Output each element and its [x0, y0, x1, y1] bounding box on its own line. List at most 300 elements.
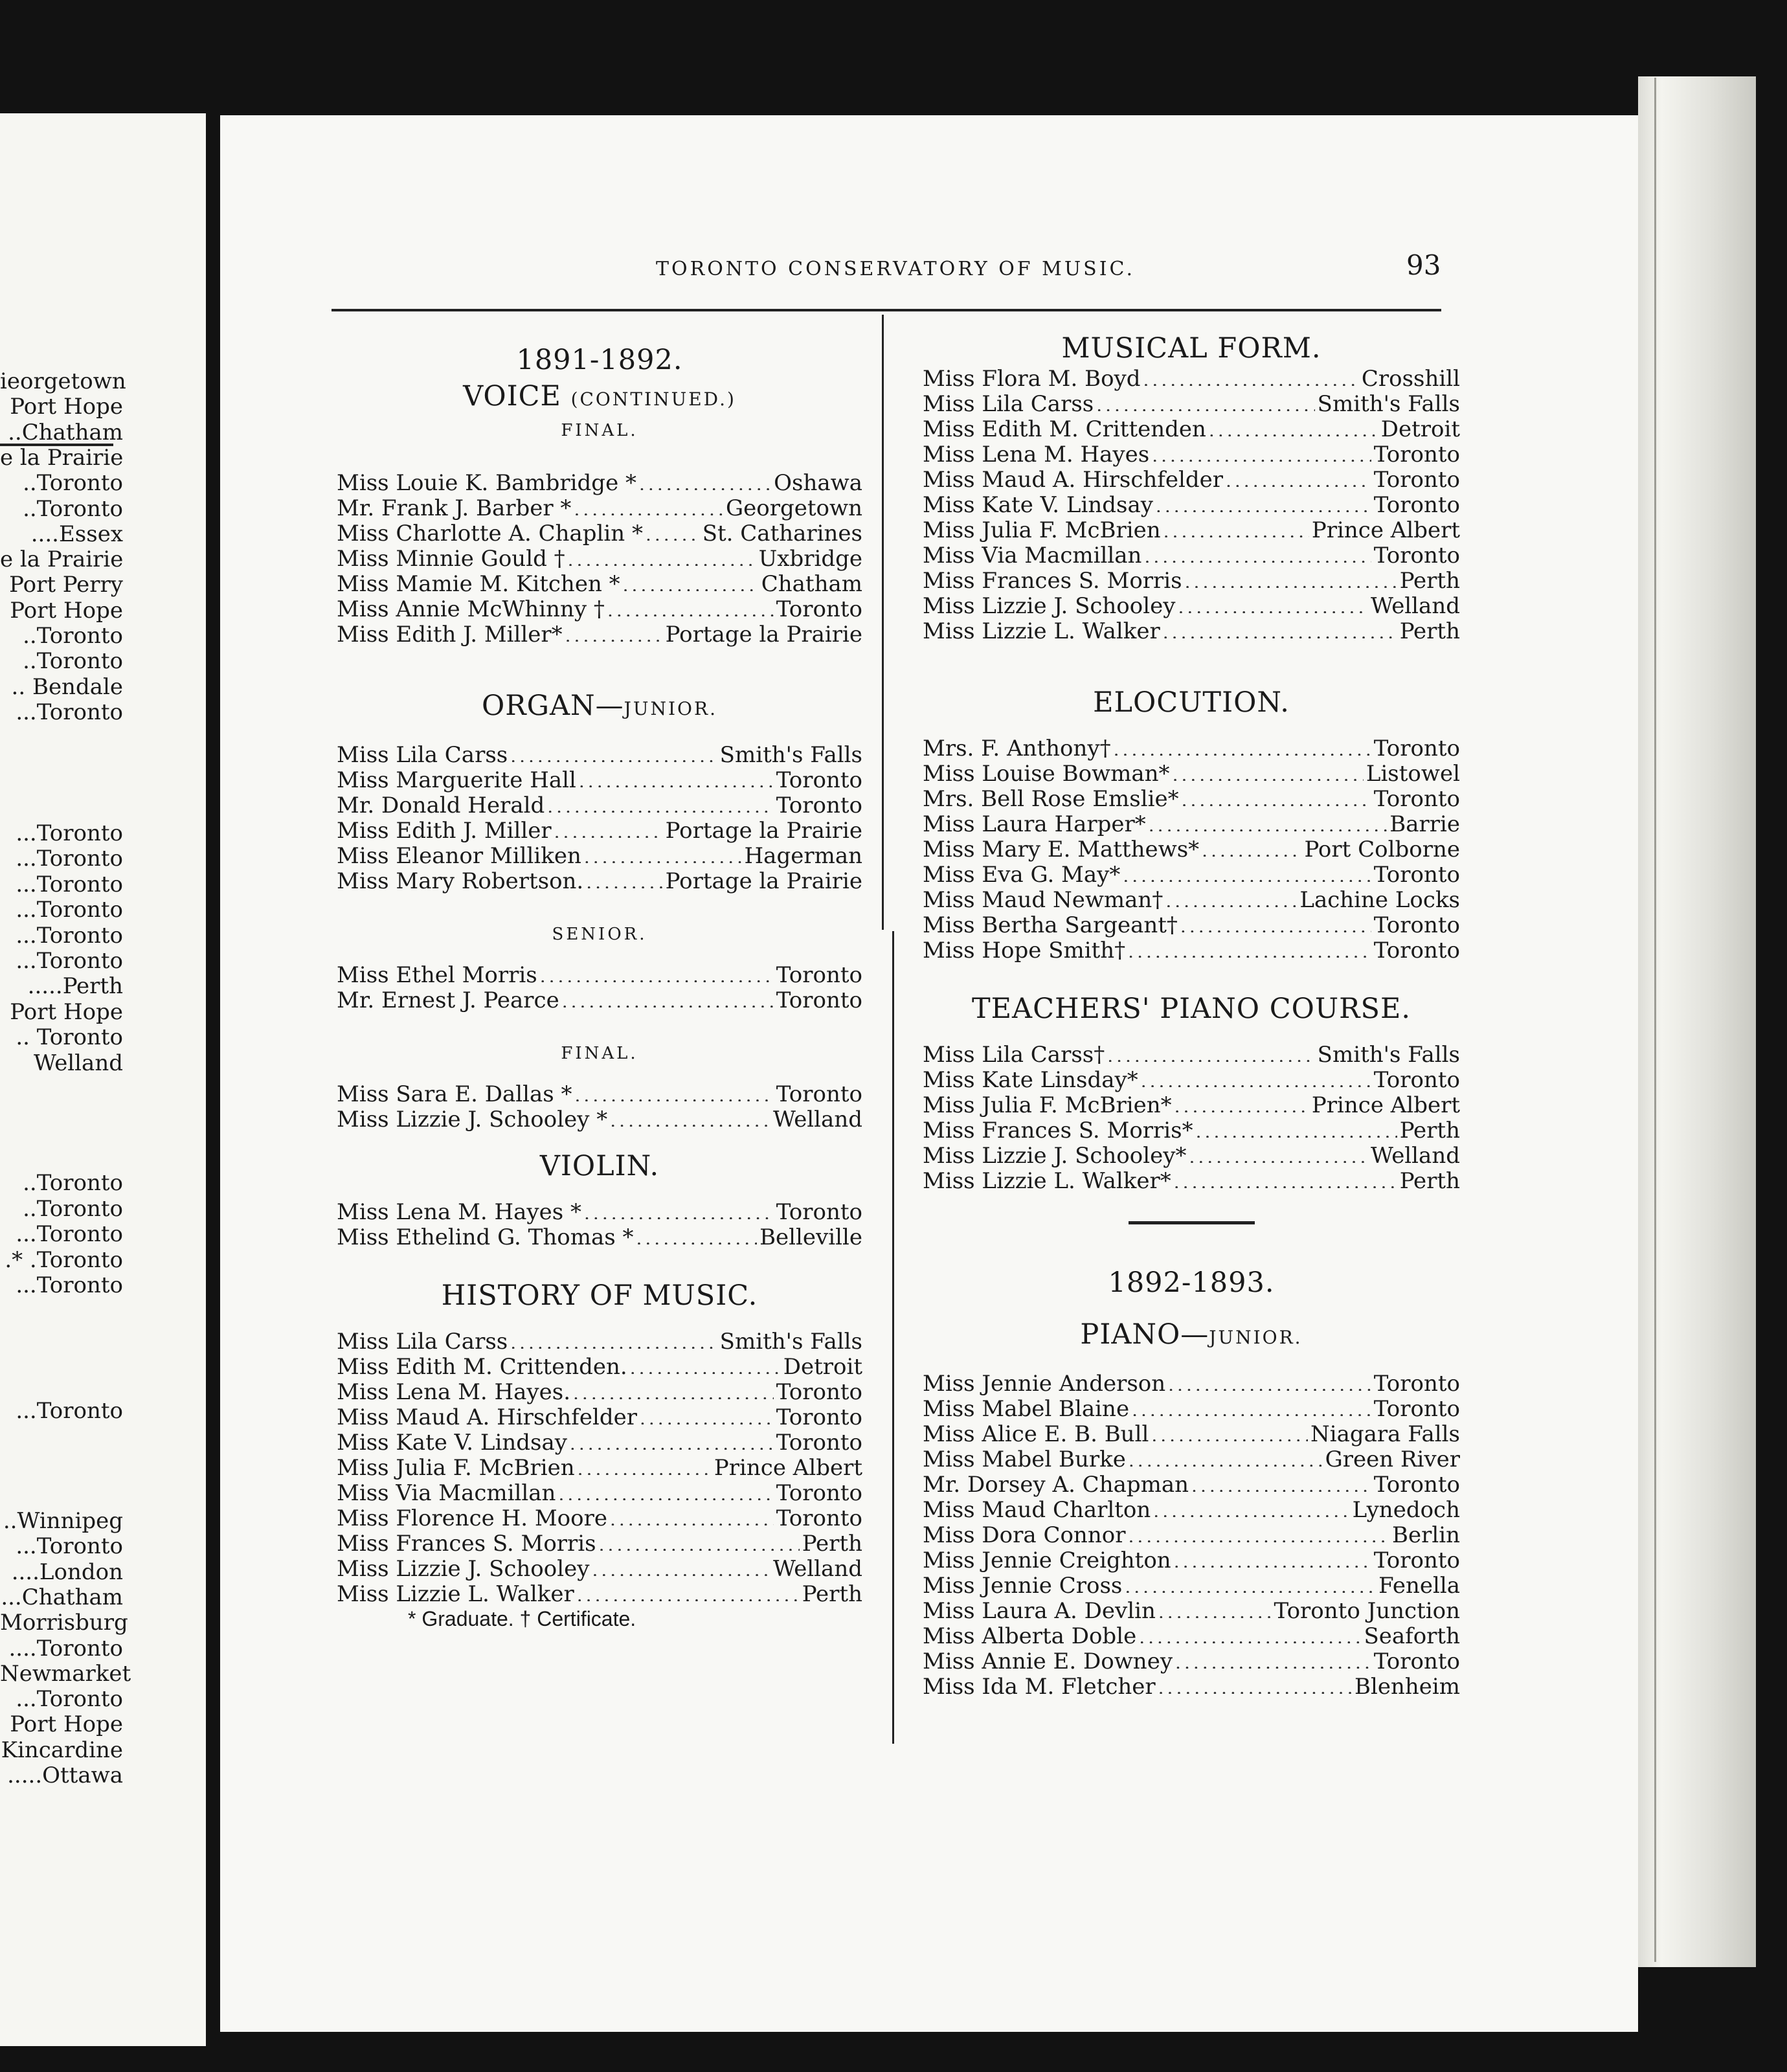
violin-list	[337, 1200, 862, 1250]
entry-place: Toronto	[776, 1480, 862, 1506]
entry-place: Georgetown	[725, 495, 862, 521]
list-item	[923, 761, 1460, 787]
leader-dots	[1178, 600, 1368, 613]
left-page-text: ...Toronto	[16, 922, 123, 949]
entry-place: Toronto	[1373, 442, 1460, 467]
left-page-fragment	[0, 113, 206, 2046]
entry-name: Miss Edith J. Miller*	[337, 622, 563, 648]
page-number: 93	[1406, 249, 1441, 281]
entry-name: Miss Lizzie J. Schooley	[923, 593, 1176, 619]
entry-name: Miss Ida M. Fletcher	[923, 1674, 1156, 1700]
list-item	[923, 493, 1460, 518]
entry-place: Chatham	[761, 571, 862, 597]
left-page-text: Port Hope	[10, 597, 123, 624]
violin-heading: VIOLIN.	[539, 1150, 660, 1182]
list-item	[337, 793, 862, 818]
entry-place: Toronto	[1373, 492, 1460, 518]
list-item	[923, 1498, 1460, 1523]
entry-name: Miss Maud A. Hirschfelder	[337, 1404, 637, 1430]
entry-place: Seaforth	[1364, 1623, 1460, 1649]
entry-place: Hagerman	[744, 843, 862, 869]
voice-heading: VOICE (CONTINUED.)	[463, 380, 736, 412]
entry-place: Detroit	[1380, 416, 1460, 442]
leader-dots	[554, 825, 663, 838]
entry-name: Miss Laura A. Devlin	[923, 1598, 1156, 1624]
entry-name: Miss Bertha Sargeant†	[923, 912, 1178, 938]
entry-place: Toronto	[1373, 912, 1460, 938]
left-page-text: Port Perry	[9, 572, 123, 598]
list-item	[923, 543, 1460, 569]
list-item	[337, 1405, 862, 1430]
list-item	[337, 869, 862, 894]
list-item	[337, 597, 862, 622]
leader-dots	[1158, 1605, 1272, 1618]
leader-dots	[1163, 524, 1309, 537]
leader-dots	[1153, 1504, 1349, 1517]
list-item	[337, 1557, 862, 1582]
list-item	[337, 743, 862, 768]
left-page-text: ...Toronto	[16, 897, 123, 923]
entry-place: Smith's Falls	[1317, 391, 1460, 417]
entry-place: Toronto	[1373, 467, 1460, 493]
list-item	[337, 1456, 862, 1481]
leader-dots	[510, 749, 717, 762]
list-item	[337, 844, 862, 869]
leader-dots	[577, 1588, 800, 1601]
entry-place: Toronto	[1373, 1396, 1460, 1422]
left-page-text: Port Hope	[10, 998, 123, 1025]
entry-name: Miss Frances S. Morris	[923, 568, 1182, 594]
left-page-text: ..Toronto	[23, 623, 123, 649]
leader-dots	[1174, 1175, 1397, 1188]
left-page-text: ..Chatham	[8, 419, 123, 445]
leader-dots	[630, 1361, 781, 1374]
list-item	[337, 1531, 862, 1557]
leader-dots	[640, 1412, 774, 1424]
entry-place: Portage la Prairie	[665, 868, 862, 894]
leader-dots	[579, 774, 774, 787]
left-page-text: .* .Toronto	[5, 1246, 123, 1273]
leader-dots	[562, 995, 774, 1008]
entry-name: Miss Annie E. Downey	[923, 1649, 1173, 1674]
left-page-text: Newmarket	[0, 1660, 131, 1687]
leader-dots	[510, 1336, 717, 1349]
left-page-text: ...Toronto	[16, 820, 123, 846]
entry-name: Miss Maud Charlton	[923, 1497, 1151, 1523]
leader-dots	[599, 1538, 800, 1551]
list-item	[923, 1042, 1460, 1068]
entry-place: Perth	[1399, 618, 1460, 644]
entry-name: Miss Lizzie L. Walker	[337, 1581, 574, 1607]
left-page-text: Port Hope	[10, 394, 123, 420]
entry-place: Toronto	[776, 1404, 862, 1430]
entry-name: Miss Ethelind G. Thomas *	[337, 1224, 634, 1250]
entry-place: Listowel	[1366, 761, 1460, 787]
entry-place: Toronto	[776, 987, 862, 1013]
list-item	[337, 818, 862, 844]
list-item	[923, 1573, 1460, 1599]
entry-name: Miss Jennie Anderson	[923, 1371, 1166, 1397]
list-item	[923, 1674, 1460, 1700]
entry-name: Miss Lizzie L. Walker*	[923, 1168, 1171, 1194]
entry-place: Portage la Prairie	[665, 818, 862, 844]
list-item	[337, 1107, 862, 1132]
list-item	[923, 594, 1460, 619]
entry-name: Mr. Ernest J. Pearce	[337, 987, 559, 1013]
entry-name: Miss Laura Harper*	[923, 811, 1146, 837]
entry-name: Miss Mary E. Matthews*	[923, 837, 1200, 862]
entry-name: Miss Julia F. McBrien	[337, 1455, 575, 1481]
leader-dots	[586, 875, 662, 888]
leader-dots	[1114, 743, 1371, 756]
column-divider-lower	[892, 931, 894, 1744]
list-item	[337, 1481, 862, 1506]
entry-name: Miss Hope Smith†	[923, 938, 1126, 963]
piano-junior-list	[923, 1371, 1460, 1700]
left-page-text: ...Toronto	[16, 1533, 123, 1560]
entry-place: Toronto	[1373, 1472, 1460, 1498]
entry-place: Toronto	[776, 1379, 862, 1405]
leader-dots	[1149, 818, 1387, 831]
list-item	[337, 1380, 862, 1405]
leader-dots	[1151, 1428, 1308, 1441]
entry-place: Prince Albert	[714, 1455, 862, 1481]
list-item	[923, 787, 1460, 812]
entry-name: Miss Lila Carss	[337, 742, 508, 768]
leader-dots	[1174, 1099, 1309, 1112]
entry-place: Perth	[802, 1531, 862, 1557]
leader-dots	[1168, 1378, 1371, 1391]
list-item	[337, 546, 862, 572]
entry-place: Perth	[1399, 1118, 1460, 1143]
left-page-text: ....London	[11, 1559, 123, 1585]
leader-dots	[1174, 1555, 1371, 1568]
list-item	[923, 1649, 1460, 1674]
list-item	[337, 1355, 862, 1380]
entry-place: Toronto	[776, 596, 862, 622]
leader-dots	[1125, 1580, 1376, 1593]
left-page-text: .....Perth	[27, 973, 123, 1000]
list-item	[337, 963, 862, 988]
entry-name: Miss Lizzie L. Walker	[923, 618, 1160, 644]
entry-place: Uxbridge	[758, 546, 862, 572]
list-item	[337, 572, 862, 597]
entry-name: Miss Lena M. Hayes.	[337, 1379, 571, 1405]
list-item	[923, 1093, 1460, 1118]
entry-place: Toronto	[776, 1430, 862, 1456]
right-column	[923, 330, 1460, 1700]
leader-dots	[575, 1088, 774, 1101]
entry-place: Toronto Junction	[1274, 1598, 1460, 1624]
entry-place: Berlin	[1391, 1522, 1460, 1548]
entry-place: Smith's Falls	[1317, 1042, 1460, 1068]
list-item	[923, 913, 1460, 938]
entry-name: Miss Via Macmillan	[923, 543, 1142, 569]
entry-place: Oshawa	[774, 470, 862, 496]
voice-final-list	[337, 471, 862, 648]
leader-dots	[1132, 1403, 1371, 1416]
year-heading-2: 1892-1893.	[1108, 1267, 1275, 1299]
leader-dots	[574, 502, 723, 515]
list-item	[923, 569, 1460, 594]
left-page-text: Welland	[34, 1050, 123, 1076]
entry-name: Miss Flora M. Boyd	[923, 366, 1141, 392]
left-page-text: e la Prairie	[0, 546, 124, 573]
musical-form-heading: MUSICAL FORM.	[1061, 332, 1321, 365]
entry-place: Lynedoch	[1352, 1497, 1460, 1523]
leader-dots	[540, 969, 774, 982]
entry-place: Barrie	[1389, 811, 1460, 837]
entry-name: Miss Sara E. Dallas *	[337, 1081, 572, 1107]
entry-name: Miss Lizzie J. Schooley	[337, 1556, 590, 1582]
entry-name: Miss Maud Newman†	[923, 887, 1163, 913]
leader-dots	[610, 1513, 774, 1526]
organ-senior-subheading: SENIOR.	[552, 925, 647, 944]
leader-dots	[1226, 474, 1371, 487]
list-item	[923, 736, 1460, 761]
list-item	[923, 1397, 1460, 1422]
left-page-text: ..Toronto	[23, 1195, 123, 1222]
left-page-text: ieorgetown	[0, 368, 126, 394]
entry-name: Miss Charlotte A. Chaplin *	[337, 521, 643, 546]
organ-senior-list	[337, 963, 862, 1013]
leader-dots	[565, 629, 663, 642]
list-item	[923, 467, 1460, 493]
entry-place: St. Catharines	[702, 521, 862, 546]
header-rule	[332, 309, 1441, 311]
leader-dots	[1191, 1479, 1371, 1492]
entry-place: Toronto	[1373, 938, 1460, 963]
left-page-text: ..Winnipeg	[3, 1508, 123, 1534]
column-divider-upper	[882, 315, 884, 930]
list-item	[337, 988, 862, 1013]
list-item	[337, 1506, 862, 1531]
list-item	[923, 417, 1460, 442]
page-edge-line	[1654, 78, 1656, 1962]
list-item	[923, 938, 1460, 963]
list-item	[923, 862, 1460, 888]
entry-name: Miss Via Macmillan	[337, 1480, 556, 1506]
leader-dots	[584, 850, 742, 863]
entry-place: Toronto	[776, 1081, 862, 1107]
left-page-text: ...Toronto	[16, 1686, 123, 1713]
list-item	[923, 888, 1460, 913]
elocution-heading: ELOCUTION.	[1093, 686, 1290, 719]
history-heading: HISTORY OF MUSIC.	[441, 1279, 758, 1312]
leader-dots	[1189, 1150, 1368, 1163]
list-item	[923, 812, 1460, 837]
left-page-text: ....Essex	[30, 521, 123, 547]
entry-name: Miss Lizzie J. Schooley*	[923, 1143, 1187, 1169]
entry-place: Belleville	[759, 1224, 862, 1250]
entry-name: Miss Louie K. Bambridge *	[337, 470, 637, 496]
leader-dots	[1128, 1529, 1389, 1542]
list-item	[923, 392, 1460, 417]
entry-name: Miss Ethel Morris	[337, 962, 537, 988]
left-page-text: ..Toronto	[23, 495, 123, 522]
organ-final-subheading: FINAL.	[561, 1044, 638, 1063]
running-header: TORONTO CONSERVATORY OF MUSIC.	[656, 258, 1135, 280]
entry-name: Miss Kate V. Lindsay	[923, 492, 1153, 518]
leader-dots	[636, 1232, 758, 1244]
leader-dots	[1163, 625, 1397, 638]
list-item	[923, 1422, 1460, 1447]
elocution-list	[923, 736, 1460, 963]
entry-place: Portage la Prairie	[665, 622, 862, 648]
teachers-course-heading: TEACHERS' PIANO COURSE.	[971, 993, 1411, 1025]
entry-place: Welland	[773, 1556, 862, 1582]
left-page-text: e la Prairie	[0, 444, 124, 471]
entry-name: Miss Jennie Cross	[923, 1573, 1123, 1599]
entry-place: Smith's Falls	[719, 1329, 862, 1355]
left-page-text: Kincardine	[1, 1737, 123, 1763]
leader-dots	[1144, 550, 1371, 563]
entry-place: Prince Albert	[1311, 517, 1460, 543]
entry-name: Mr. Frank J. Barber *	[337, 495, 572, 521]
leader-dots	[1096, 398, 1314, 411]
leader-dots	[610, 1114, 770, 1127]
entry-place: Port Colborne	[1304, 837, 1460, 862]
list-item	[337, 622, 862, 648]
list-item	[337, 1225, 862, 1250]
left-page-text: ....Toronto	[8, 1635, 123, 1661]
entry-place: Welland	[1371, 593, 1460, 619]
entry-name: Miss Lila Carss†	[923, 1042, 1105, 1068]
leader-dots	[1152, 449, 1371, 462]
list-item	[923, 1599, 1460, 1624]
left-page-text: .....Ottawa	[7, 1762, 123, 1788]
entry-place: Toronto	[1373, 1371, 1460, 1397]
entry-place: Lachine Locks	[1299, 887, 1460, 913]
list-item	[337, 521, 862, 546]
entry-name: Miss Julia F. McBrien*	[923, 1092, 1172, 1118]
leader-dots	[1196, 1125, 1397, 1138]
organ-final-list	[337, 1082, 862, 1132]
left-page-text: ...Toronto	[16, 699, 123, 725]
entry-name: Miss Lena M. Hayes	[923, 442, 1150, 467]
left-page-text: ...Toronto	[16, 948, 123, 974]
organ-junior-list	[337, 743, 862, 894]
leader-dots	[558, 1487, 773, 1500]
entry-name: Miss Eleanor Milliken	[337, 843, 581, 869]
piano-heading: PIANO—JUNIOR.	[1080, 1318, 1303, 1351]
entry-name: Miss Edith M. Crittenden.	[337, 1354, 627, 1380]
entry-name: Miss Annie McWhinny †	[337, 596, 605, 622]
leader-dots	[1173, 768, 1364, 781]
list-item	[923, 1143, 1460, 1169]
list-item	[337, 1582, 862, 1607]
entry-name: Mr. Donald Herald	[337, 793, 545, 818]
entry-place: Blenheim	[1354, 1674, 1460, 1700]
left-page-text: Port Hope	[10, 1711, 123, 1738]
leader-dots	[646, 528, 700, 541]
leader-dots	[623, 578, 759, 591]
entry-place: Toronto	[776, 767, 862, 793]
entry-name: Miss Florence H. Moore	[337, 1505, 607, 1531]
entry-place: Fenella	[1378, 1573, 1460, 1599]
leader-dots	[1165, 894, 1297, 907]
entry-place: Smith's Falls	[719, 742, 862, 768]
leader-dots	[584, 1206, 774, 1219]
leader-dots	[1143, 373, 1359, 386]
list-item	[923, 1548, 1460, 1573]
left-column	[337, 342, 862, 1631]
list-item	[923, 837, 1460, 862]
entry-name: Miss Mabel Burke	[923, 1447, 1126, 1472]
list-item	[923, 1447, 1460, 1472]
list-item	[337, 1082, 862, 1107]
entry-name: Miss Dora Connor	[923, 1522, 1126, 1548]
entry-place: Prince Albert	[1311, 1092, 1460, 1118]
leader-dots	[1209, 423, 1378, 436]
leader-dots	[547, 800, 774, 813]
leader-dots	[1141, 1074, 1371, 1087]
list-item	[923, 1118, 1460, 1143]
entry-place: Perth	[1399, 1168, 1460, 1194]
left-page-text: ...Toronto	[16, 1272, 123, 1298]
list-item	[923, 442, 1460, 467]
entry-name: Miss Julia F. McBrien	[923, 517, 1161, 543]
list-item	[337, 496, 862, 521]
entry-name: Miss Lila Carss	[923, 391, 1094, 417]
footnote: * Graduate. † Certificate.	[408, 1607, 636, 1630]
leader-dots	[568, 553, 756, 566]
leader-dots	[1107, 1049, 1314, 1062]
entry-place: Toronto	[776, 962, 862, 988]
entry-place: Welland	[1371, 1143, 1460, 1169]
entry-place: Perth	[1399, 568, 1460, 594]
leader-dots	[592, 1563, 770, 1576]
entry-place: Toronto	[1373, 1548, 1460, 1573]
organ-heading: ORGAN—JUNIOR.	[482, 690, 717, 722]
left-page-text: ...Toronto	[16, 1398, 123, 1424]
entry-place: Perth	[802, 1581, 862, 1607]
left-page-text: ...Chatham	[1, 1584, 123, 1610]
entry-place: Welland	[773, 1107, 862, 1132]
entry-place: Toronto	[776, 793, 862, 818]
list-item	[923, 1472, 1460, 1498]
leader-dots	[1123, 869, 1371, 882]
leader-dots	[570, 1437, 774, 1450]
left-page-text: ..Toronto	[23, 648, 123, 675]
entry-place: Toronto	[1373, 1649, 1460, 1674]
list-item	[337, 1200, 862, 1225]
entry-place: Green River	[1325, 1447, 1460, 1472]
list-item	[337, 768, 862, 793]
leader-dots	[607, 603, 774, 616]
history-list	[337, 1329, 862, 1607]
entry-name: Miss Edith M. Crittenden	[923, 416, 1206, 442]
entry-name: Miss Mamie M. Kitchen *	[337, 571, 620, 597]
entry-name: Miss Lila Carss	[337, 1329, 508, 1355]
entry-name: Miss Alberta Doble	[923, 1623, 1137, 1649]
leader-dots	[1139, 1630, 1361, 1643]
leader-dots	[1182, 793, 1371, 806]
entry-name: Miss Mabel Blaine	[923, 1396, 1130, 1422]
entry-name: Miss Maud A. Hirschfelder	[923, 467, 1223, 493]
list-item	[337, 1430, 862, 1456]
entry-place: Toronto	[1373, 786, 1460, 812]
entry-name: Miss Minnie Gould †	[337, 546, 565, 572]
entry-name: Miss Lizzie J. Schooley *	[337, 1107, 608, 1132]
entry-place: Niagara Falls	[1310, 1421, 1460, 1447]
list-item	[923, 366, 1460, 392]
left-page-text: ..Toronto	[23, 1170, 123, 1196]
entry-name: Miss Frances S. Morris*	[923, 1118, 1193, 1143]
entry-place: Crosshill	[1361, 366, 1460, 392]
leader-dots	[1175, 1656, 1371, 1669]
list-item	[337, 1329, 862, 1355]
